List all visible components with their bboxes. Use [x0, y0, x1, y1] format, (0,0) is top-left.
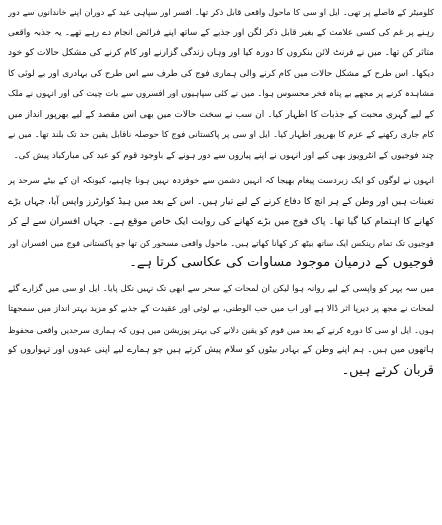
- text-line: فوجیوں کے درمیان موجود مساوات کی عکاسی کرتا ہے۔: [129, 255, 434, 270]
- text-line: متاثر کن تھا۔ میں نے فرنٹ لائن بنکروں کا دورہ کیا اور وہاں زندگی گزارنے اور کام کرنے کی مشکل حالات کو خود: [8, 48, 434, 58]
- text-line: میں سہ پہر کو واپسی کے لیے روانہ ہوا لیکن ان لمحات کے سحر سے ابھی تک نہیں نکل پایا۔ ایل او سی میں گزارے گئے: [8, 283, 434, 294]
- text-line: کلومیٹر کے فاصلے پر تھی۔ ایل او سی کا ماحول واقعی قابل ذکر تھا۔ افسر اور سپاہی عید کے دوران اپنے خاندانوں سے دور: [8, 7, 434, 17]
- text-line: مشاہدہ کرنے پر مجھے بے پناہ فخر محسوس ہوا۔ میں نے کئی سپاہیوں اور افسروں سے بات چیت کی اور انہوں نے ملک: [8, 89, 434, 99]
- text-line: ہاتھوں میں ہیں۔ ہم اپنے وطن کے بہادر بیٹوں کو سلام پیش کرتے ہیں جو ہمارے لیے اپنی عیدوں اور تہواروں کو: [8, 345, 434, 355]
- paragraph-1: [8, 2, 434, 166]
- text-line: دیکھا۔ اس طرح کے مشکل حالات میں کام کرنے والی ہماری فوج کی طرف سے اس طرح کی بہادری اور بے لوثی کا: [8, 68, 434, 79]
- text-line: کھانے کا اہتمام کیا گیا تھا۔ پاک فوج میں بڑے کھانے کی روایت ایک خاص موقع ہے۔ جہاں افسران سے لے کر: [8, 216, 434, 227]
- text-line: کے لیے گہری محبت کے جذبات کا اظہار کیا۔ ان سب نے سخت حالات میں بھی اس مقصد کے لیے بھرپور انداز میں: [8, 109, 434, 120]
- paragraph-3: [8, 279, 434, 382]
- document-body: [8, 2, 434, 522]
- text-line: فوجیوں تک تمام رینکس ایک ساتھ بیٹھ کر کھانا کھاتے ہیں۔ ماحول واقعی مسحور کن تھا جو پاکستانی فوج میں افسران اور: [8, 237, 434, 248]
- text-line: تعینات ہیں اور وطن کے ہر انچ کا دفاع کرنے کے لیے تیار ہیں۔ اس کے بعد میں ہیڈ کوارٹرز واپس آیا، جہاں بڑے: [8, 195, 434, 207]
- text-line: ہوں۔ ایل او سی کا دورہ کرنے کے بعد میں قوم کو یقین دلانے کی بہتر پوزیشن میں ہوں کہ ہماری سرحدیں واقعی محفوظ: [8, 324, 434, 335]
- text-line: انہوں نے لوگوں کو ایک زبردست پیغام بھیجا کہ انہیں دشمن سے خوفزدہ نہیں ہونا چاہیے، کیونکہ ان کے بیٹے سرحد پر: [8, 176, 434, 186]
- text-line: کام جاری رکھنے کے عزم کا بھرپور اظہار کیا۔ ایل او سی پر پاکستانی فوج کا حوصلہ ناقابل یقین حد تک بلند تھا۔ میں نے: [8, 130, 434, 140]
- text-line: قربان کرتے ہیں۔: [341, 362, 434, 378]
- text-line: لمحات نے مجھ پر دیرپا اثر ڈالا ہے اور اب میں حب الوطنی، بے لوثی اور عقیدت کے جذبے کو مزید بہتر انداز میں سمجھتا: [8, 304, 434, 314]
- text-line: چند فوجیوں کے انٹرویوز بھی کیے اور انہوں نے اپنے پیاروں سے دور ہونے کے باوجود قوم کو عید کی مبارکباد پیش کی۔: [13, 150, 434, 161]
- text-line: رہنے پر غم کی کسی علامت کے بغیر قابل ذکر لگن اور جذبے کے ساتھ اپنے فرائض انجام دے رہے تھے۔ یہ جذبہ واقعی: [8, 27, 434, 38]
- paragraph-2: [8, 171, 434, 274]
